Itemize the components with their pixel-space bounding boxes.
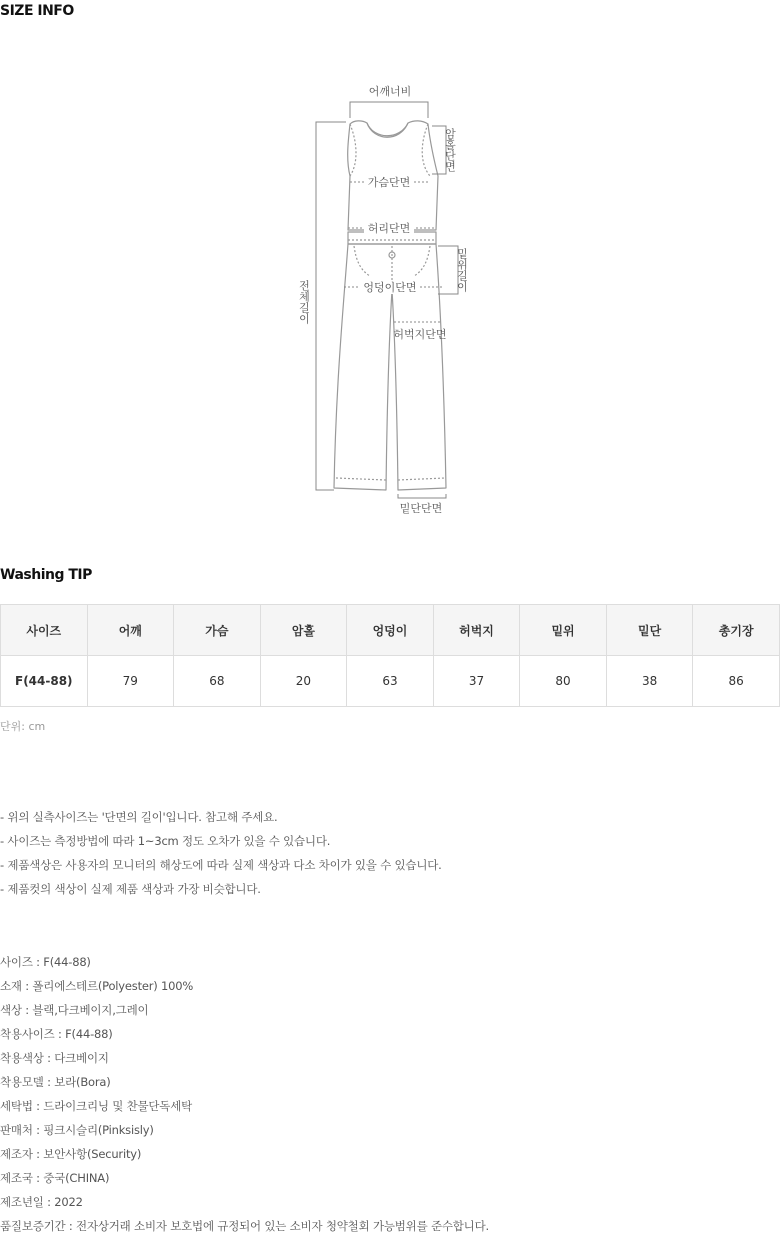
washing-tip-title: Washing TIP (0, 567, 92, 583)
header-shoulder: 어깨 (87, 605, 174, 656)
size-table-header-row (1, 605, 780, 656)
spec-item: 제조년일 : 2022 (0, 1195, 83, 1209)
pants-hem-right (398, 478, 445, 480)
size-notes (0, 805, 442, 901)
size-info-title: SIZE INFO (0, 3, 74, 19)
spec-item: 착용사이즈 : F(44-88) (0, 1027, 113, 1041)
cell-hip: 63 (347, 656, 434, 707)
label-hip: 엉덩이단면 (363, 281, 417, 294)
cell-hem: 38 (606, 656, 693, 707)
spec-item: 착용모델 : 보라(Bora) (0, 1075, 111, 1089)
header-total-length: 총기장 (693, 605, 780, 656)
note-item: - 사이즈는 측정방법에 따라 1~3cm 정도 오차가 있을 수 있습니다. (0, 834, 331, 848)
spec-item: 색상 : 블랙,다크베이지,그레이 (0, 1003, 149, 1017)
header-rise: 밑위 (520, 605, 607, 656)
product-specs (0, 950, 489, 1238)
cell-total-length: 86 (693, 656, 780, 707)
cell-rise: 80 (520, 656, 607, 707)
unit-note: 단위: cm (0, 720, 46, 733)
table-row (1, 656, 780, 707)
note-item: - 제품색상은 사용자의 모니터의 해상도에 따라 실제 색상과 다소 차이가 있을 수 있습니다. (0, 858, 442, 872)
spec-item: 착용색상 : 다크베이지 (0, 1051, 109, 1065)
header-hem: 밑단 (606, 605, 693, 656)
header-thigh: 허벅지 (433, 605, 520, 656)
note-item: - 제품컷의 색상이 실제 제품 색상과 가장 비슷합니다. (0, 882, 261, 896)
cell-size: F(44-88) (1, 656, 88, 707)
spec-item: 제조자 : 보안사항(Security) (0, 1147, 142, 1161)
label-armhole: 암홀단면 (443, 128, 457, 172)
spec-item: 세탁법 : 드라이크리닝 및 찬물단독세탁 (0, 1099, 193, 1113)
cell-armhole: 20 (260, 656, 347, 707)
label-shoulder: 어깨너비 (368, 85, 412, 98)
pocket-right (414, 246, 430, 276)
top-armhole-left (350, 124, 356, 176)
spec-item: 사이즈 : F(44-88) (0, 955, 91, 969)
header-armhole: 암홀 (260, 605, 347, 656)
cell-thigh: 37 (433, 656, 520, 707)
label-hem: 밑단단면 (399, 502, 443, 515)
spec-item: 판매처 : 핑크시슬리(Pinksisly) (0, 1123, 154, 1137)
spec-item: 품질보증기간 : 전자상거래 소비자 보호법에 규정되어 있는 소비자 청약철회 가능범위를 준수합니다. (0, 1219, 489, 1233)
header-chest: 가슴 (174, 605, 261, 656)
size-table (0, 604, 780, 707)
jumpsuit-size-diagram (270, 80, 510, 520)
header-hip: 엉덩이 (347, 605, 434, 656)
pocket-left (354, 246, 370, 276)
note-item: - 위의 실측사이즈는 '단면의 길이'입니다. 참고해 주세요. (0, 810, 278, 824)
spec-item: 제조국 : 중국(CHINA) (0, 1171, 110, 1185)
cell-shoulder: 79 (87, 656, 174, 707)
label-total-length: 전체길이 (297, 280, 311, 324)
spec-item: 소재 : 폴리에스테르(Polyester) 100% (0, 979, 194, 993)
label-thigh: 허벅지단면 (393, 328, 447, 341)
cell-chest: 68 (174, 656, 261, 707)
label-rise: 밑위길이 (455, 248, 469, 292)
label-waist: 허리단면 (367, 222, 411, 235)
pants-hem-left (336, 478, 386, 480)
label-chest: 가슴단면 (367, 176, 411, 189)
header-size: 사이즈 (1, 605, 88, 656)
